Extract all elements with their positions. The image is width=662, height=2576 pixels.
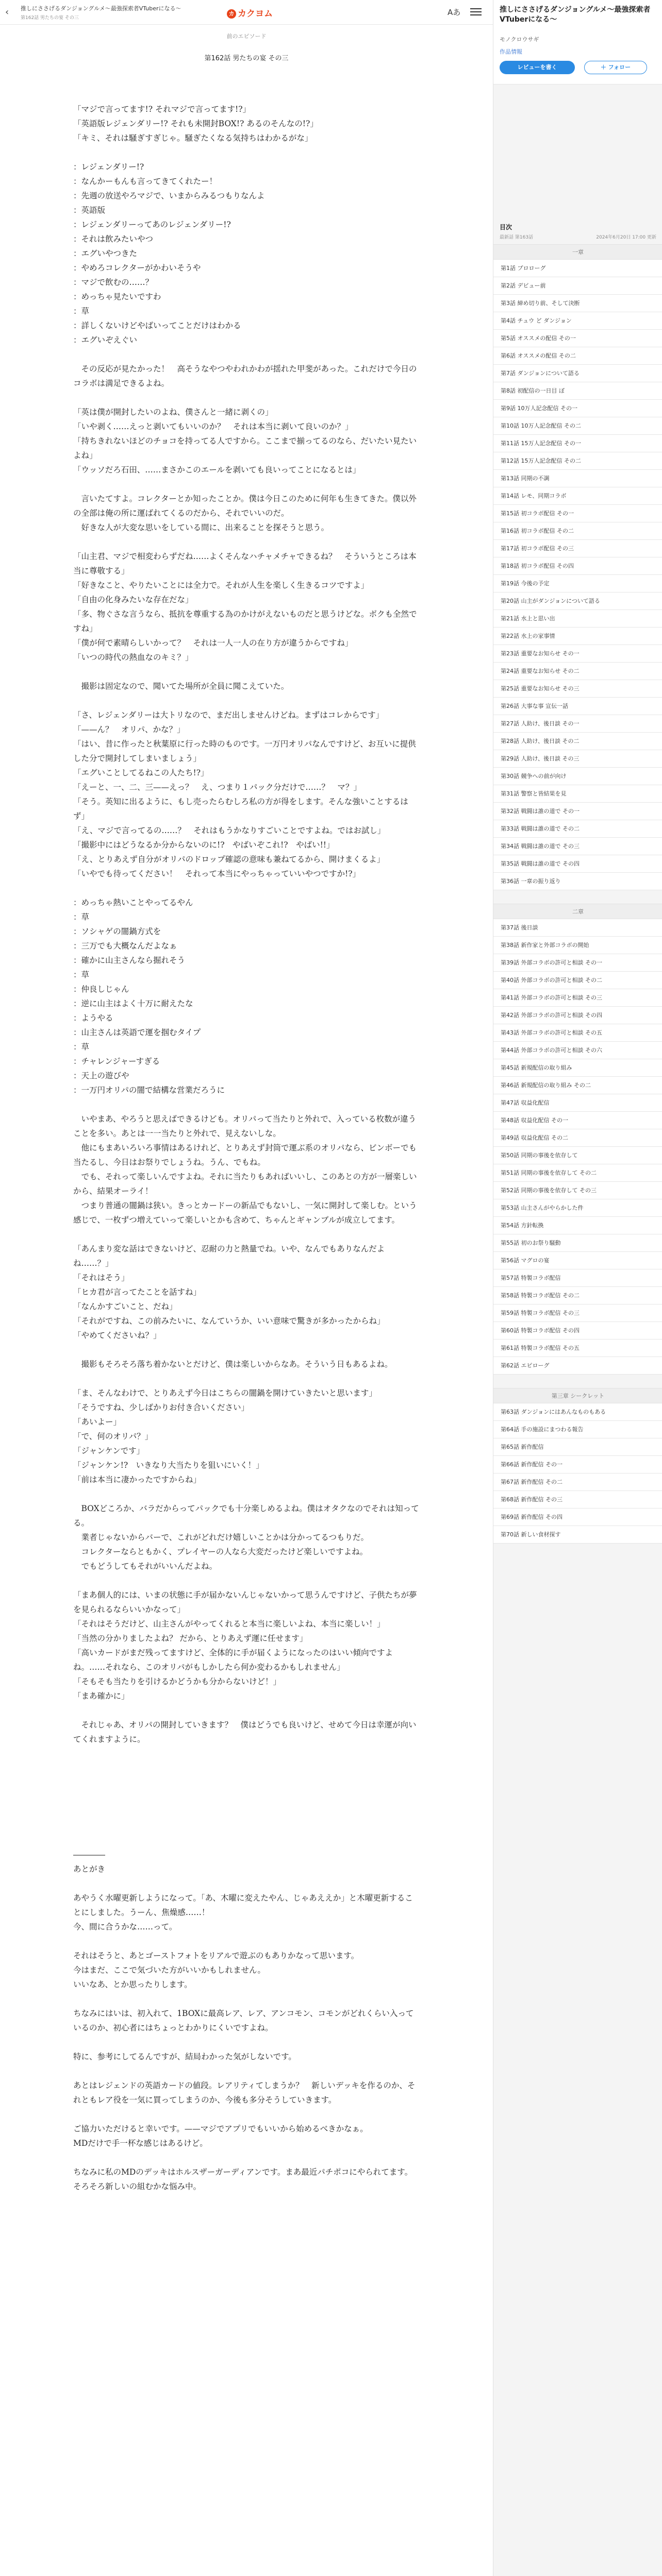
sidebar-author[interactable]: モノクロウサギ <box>500 36 539 43</box>
toc-episode-link[interactable]: 第48話 収益化配信 その一 <box>493 1112 662 1129</box>
body-paragraph: 「前は本当に凄かったですからね」 <box>73 1475 202 1484</box>
toc-episode-link[interactable]: 第44話 外部コラボの許可と相談 その六 <box>493 1042 662 1059</box>
toc-episode-link[interactable]: 第58話 特製コラボ配信 その二 <box>493 1287 662 1304</box>
toc-episode-link[interactable]: 第40話 外部コラボの許可と相談 その二 <box>493 972 662 989</box>
body-paragraph: 「ジャンケン!? いきなり大当たりを狙いにいく！」 <box>73 1461 264 1470</box>
body-paragraph: 「あんまり変な話はできないけど、忍耐の力と熱量でね。いや、なんでもありなんだよね……？」 <box>73 1244 385 1268</box>
work-info-link[interactable]: 作品情報 <box>500 48 522 55</box>
logo-text: カクヨム <box>238 9 273 19</box>
body-paragraph: ：詳しくないけどやばいってことだけはわかる <box>73 321 241 330</box>
body-paragraph: 「いつの時代の熱血なのキミ？」 <box>73 653 193 662</box>
body-paragraph: BOXどころか、バラだからってパックでも十分楽しめるよね。僕はオタクなのでそれは知ってる。 <box>73 1504 419 1528</box>
body-paragraph: 「やめてくださいね？」 <box>73 1331 161 1340</box>
body-paragraph <box>73 1992 420 2006</box>
toc-episode-link[interactable]: 第66話 新作配信 その一 <box>493 1456 662 1473</box>
menu-button[interactable] <box>468 6 484 19</box>
toc-updated: 2024年6月20日 17:00 更新 <box>596 235 656 240</box>
toc-heading: 目次 <box>500 224 512 231</box>
body-paragraph: ：めっちゃ熱いことやってるやん <box>73 898 193 907</box>
body-paragraph: ：確かに山主さんなら掘れそう <box>73 956 186 965</box>
body-paragraph: 「——ん？ オリパ、かな？」 <box>73 725 185 734</box>
follow-label: フォロー <box>608 64 631 71</box>
body-paragraph: つまり普通の闇鍋は狭い。きっとカードーの新品でもないし、一気に開封して楽しむ。という感じで、一枚ずつ増えていって楽しいとかも含めて、ちゃんとギャンブルが成立してます。 <box>73 1201 417 1225</box>
toc-episode-link[interactable]: 第14話 レモ、同期コラボ <box>493 487 662 505</box>
toc-episode-link[interactable]: 第16話 初コラボ配信 その二 <box>493 522 662 540</box>
body-paragraph <box>73 145 420 160</box>
body-paragraph: 「えーと、一、二、三——えっ？ え、つまり１パック分だけで……？ マ？」 <box>73 783 361 792</box>
body-paragraph: 「英は僕が開封したいのよね、僕さんと一緒に剥くの」 <box>73 408 273 417</box>
body-paragraph: コレクターならともかく、プレイヤーの人なら大変だったけど楽しいですよね。 <box>73 1547 368 1556</box>
body-paragraph: 言いたてすよ。コレクターとか知ったことか。僕は今日このために何年も生きてきた。僕以外の全部は俺の所に運ばれてくるのだから、それでいいのだ。 <box>73 494 417 518</box>
episode-nav-top <box>0 32 493 40</box>
sidebar-work-card <box>493 0 662 84</box>
body-paragraph <box>73 1775 420 1790</box>
body-paragraph: ご協力いただけると幸いです。——マジでアプリでもいいから始めるべきかなぁ。 <box>73 2124 368 2133</box>
body-paragraph: 「え、とりあえず自分がオリパのドロップ確認の意味も兼ねてるから、開けまくるよ」 <box>73 855 385 864</box>
body-paragraph: 撮影もそろそろ落ち着かないとだけど、僕は楽しいからなあ。そういう日もあるよね。 <box>73 1360 393 1369</box>
body-paragraph: ：仲良しじゃん <box>73 985 129 994</box>
body-paragraph <box>73 1934 420 1948</box>
body-paragraph: 今、間に合うかな……って。 <box>73 1922 177 1931</box>
toc-episode-link[interactable]: 第49話 収益化配信 その二 <box>493 1129 662 1147</box>
body-paragraph <box>73 2107 420 2122</box>
toc-list <box>493 244 662 1544</box>
body-paragraph: ：なんかーもんも言ってきてくれたー！ <box>73 177 218 186</box>
body-paragraph <box>73 1703 420 1718</box>
body-paragraph: 「高いカードがまだ残ってますけど、全体的に手が届くようになったのはいい傾向ですよね。……それなら、このオリパがもしかしたら何か変わるかもしれません」 <box>73 1648 393 1672</box>
body-paragraph <box>73 1833 420 1848</box>
toc-episode-link[interactable]: 第15話 初コラボ配信 その一 <box>493 505 662 522</box>
body-paragraph: いやまあ、やろうと思えばできるけども。オリパって当たりと外れで、入っている枚数が違うことを多い。あとは一一当たりと外れで、見えないしな。 <box>73 1114 417 1138</box>
body-paragraph: ：エグいやつきた <box>73 249 138 258</box>
body-paragraph: ：草 <box>73 307 90 316</box>
toc-episode-link[interactable]: 第6話 オススメの配信 その二 <box>493 347 662 365</box>
body-paragraph <box>73 693 420 708</box>
body-paragraph <box>73 1487 420 1501</box>
body-paragraph: 特に、参考にしてるんですが、結局わかった気がしないです。 <box>73 2052 296 2061</box>
body-paragraph <box>73 1790 420 1804</box>
toc-latest[interactable]: 最新話 第163話 <box>500 235 534 240</box>
episode-body <box>73 102 420 2194</box>
toc-episode-link[interactable]: 第26話 大事な事 宣伝一話 <box>493 698 662 715</box>
body-paragraph: ：やめろコレクターがかわいそうや <box>73 263 201 273</box>
body-paragraph: あとがき <box>73 1865 106 1874</box>
toc-episode-link[interactable]: 第47話 収益化配信 <box>493 1094 662 1112</box>
body-paragraph: ：ソシャゲの闇鍋方式を <box>73 927 161 936</box>
body-paragraph: ：三万でも大概なんだよなぁ <box>73 941 177 951</box>
body-paragraph: でも、それって楽しいんですよね。それに当たりもあればいいし、このあとの方が一層楽しいから、結果オーライ！ <box>73 1172 417 1196</box>
toc-episode-link[interactable]: 第63話 ダンジョンにはあんなものもある <box>493 1403 662 1421</box>
table-of-contents <box>493 216 662 1544</box>
toc-episode-link[interactable]: 第37話 後日談 <box>493 919 662 937</box>
toc-episode-link[interactable]: 第2話 デビュー前 <box>493 277 662 295</box>
body-paragraph: ：英語版 <box>73 206 106 215</box>
body-paragraph: 「あいよー」 <box>73 1417 122 1427</box>
toc-episode-link[interactable]: 第27話 人助け、後日談 その一 <box>493 715 662 733</box>
toc-episode-link[interactable]: 第5話 オススメの配信 その一 <box>493 330 662 347</box>
body-paragraph: 「英語版レジェンダリー!? それも未開封BOX!? あるのそんなの!?」 <box>73 119 318 128</box>
body-paragraph <box>73 1747 420 1761</box>
follow-button[interactable] <box>584 61 647 74</box>
toc-episode-link[interactable]: 第60話 特製コラボ配信 その四 <box>493 1322 662 1340</box>
toc-episode-link[interactable]: 第68話 新作配信 その三 <box>493 1491 662 1509</box>
body-paragraph: 「そう。英知に出るように、もし売ったらむしろ私の方が得をします。そんな強いことするはず」 <box>73 797 408 821</box>
toc-chapter-heading: 一章 <box>493 244 662 260</box>
font-size-button[interactable]: Aあ <box>448 8 461 17</box>
toc-episode-link[interactable]: 第38話 新作家と外部コラボの開始 <box>493 937 662 954</box>
body-paragraph: ちなみにはいは、初入れて、1BOXに最高レア、レア、アンコモン、コモンがどれくらい入っているのか、初心者にはちょっとわかりにくいですよね。 <box>73 2009 414 2032</box>
body-paragraph: ：天上の遊びや <box>73 1071 129 1080</box>
body-paragraph: 「自由の化身みたいな存在だな」 <box>73 595 193 604</box>
toc-chapter-heading: 二章 <box>493 904 662 919</box>
toc-episode-link[interactable]: 第32話 戦闘は誰の道で その一 <box>493 803 662 820</box>
body-paragraph: いいなあ、とか思ったりします。 <box>73 1980 192 1989</box>
body-paragraph: その反応が見たかった！ 高そうなやつやわれかわが揺れた甲斐があった。これだけで今日のコラボは満足できるよね。 <box>73 364 417 388</box>
body-paragraph: 「それはそうだけど、山主さんがやってくれると本当に楽しいよね、本当に楽しい！」 <box>73 1619 385 1629</box>
body-paragraph: ：先週の放送やろマジで、いまからみるつもりなんよ <box>73 191 265 200</box>
body-paragraph <box>73 2064 420 2078</box>
toc-episode-link[interactable]: 第8話 初配信の一日目 ぼ <box>493 382 662 400</box>
body-paragraph: ：マジで飲むの……？ <box>73 278 154 287</box>
body-paragraph: 「山主君、マジで相変わらずだね……よくそんなハチャメチャできるね？ そういうところは本当に尊敬する」 <box>73 552 417 575</box>
toc-episode-link[interactable]: 第25話 重要なお知らせ その三 <box>493 680 662 698</box>
toc-episode-link[interactable]: 第24話 重要なお知らせ その二 <box>493 663 662 680</box>
toc-episode-link[interactable]: 第61話 特製コラボ配信 その五 <box>493 1340 662 1357</box>
body-paragraph: ：一万円オリパの闇で結構な営業だろうに <box>73 1086 225 1095</box>
body-paragraph <box>73 535 420 549</box>
body-paragraph: 「それがですね、この前みたいに、なんていうか、いい意味で驚きが多かったからね」 <box>73 1316 385 1326</box>
body-paragraph: それはそうと、あとゴーストフォトをリアルで遊ぶのもありかなって思います。 <box>73 1951 359 1960</box>
sidebar <box>493 0 662 2576</box>
body-paragraph: 他にもまあいろいろ事情はあるけれど、とりあえず封筒で運ぶ系のオリパなら、ビンボーでも当たるし、今日はお祭りでしょうね。うん、でもね。 <box>73 1143 417 1167</box>
body-paragraph <box>73 2150 420 2165</box>
body-paragraph: 「当然の分かりましたよね？ だから、とりあえず運に任せます」 <box>73 1634 308 1643</box>
body-paragraph: 「いやでも待ってください！ それって本当にやっちゃっていいやつですか!?」 <box>73 869 361 878</box>
episode-title: 第162話 男たちの宴 その三 <box>204 55 289 62</box>
toc-episode-link[interactable]: 第36話 一章の振り返り <box>493 873 662 890</box>
body-paragraph: ：レジェンダリー!? <box>73 162 144 172</box>
body-paragraph: あとはレジェンドの英語カードの値段。レアリティてしまうか？ 新しいデッキを作るのか、それともレア役を一気に買ってしまうのか、今後も多分そうしていきます。 <box>73 2081 416 2105</box>
body-paragraph: それじゃあ、オリパの開封していきます？ 僕はどうでも良いけど、せめて今日は幸運が向いてくれますように。 <box>73 1720 417 1744</box>
body-paragraph <box>73 1819 420 1833</box>
body-paragraph <box>73 477 420 492</box>
logo-mark-icon: カ <box>227 9 236 19</box>
body-paragraph: 「で、何のオリパ？」 <box>73 1432 153 1441</box>
episode-main <box>0 25 493 2576</box>
body-paragraph: 「ま、そんなわけで、とりあえず今日はこちらの闇鍋を開けていきたいと思います」 <box>73 1388 377 1398</box>
toc-episode-link[interactable]: 第31話 警察と皆結果を見 <box>493 785 662 803</box>
toc-episode-link[interactable]: 第35話 戦闘は誰の道で その四 <box>493 855 662 873</box>
body-paragraph: 「そもそも当たりを引けるかどうかも分からないけど！」 <box>73 1677 282 1686</box>
body-paragraph: 「いや剥く……えっと剥いてもいいのか？ それは本当に剥いて良いのか？」 <box>73 422 353 431</box>
body-paragraph: でもどうしてもそれがいいんだよね。 <box>73 1562 218 1571</box>
body-paragraph: MDだけで手一杯な感じはあるけど。 <box>73 2139 208 2148</box>
body-paragraph: ：めっちゃ見たいですわ <box>73 292 161 301</box>
body-paragraph <box>73 1804 420 1819</box>
toc-episode-link[interactable]: 第29話 人助け、後日談 その三 <box>493 750 662 768</box>
body-paragraph: ：草 <box>73 1042 90 1052</box>
body-paragraph: ：逆に山主はよく十万に耐えたな <box>73 999 193 1008</box>
toc-episode-link[interactable]: 第30話 競争への前が向け <box>493 768 662 785</box>
toc-spacer <box>493 1375 662 1388</box>
body-paragraph: 「好きなこと、やりたいことには全力で。それが人生を楽しく生きるコツですよ」 <box>73 581 369 590</box>
body-paragraph: 「まあ確かに」 <box>73 1691 129 1701</box>
body-paragraph: 撮影は固定なので、聞いてた場所が全員に聞こえていた。 <box>73 682 289 691</box>
body-paragraph <box>73 1371 420 1386</box>
toc-episode-link[interactable]: 第21話 水上と思い出 <box>493 610 662 628</box>
toc-episode-link[interactable]: 第67話 新作配信 その二 <box>493 1473 662 1491</box>
body-paragraph: 「多、物ぐさな言うなら、抵抗を尊重する為のかけがえないものだと思うけどな。ボクも全然ですね」 <box>73 609 417 633</box>
body-paragraph: 「撮影中にはどうなるか分からないのに!? やばいぞこれ!? やばい!!」 <box>73 840 335 850</box>
toc-episode-link[interactable]: 第64話 手の施設にまつわる報告 <box>493 1421 662 1438</box>
toc-episode-link[interactable]: 第62話 エピローグ <box>493 1357 662 1375</box>
body-paragraph <box>73 665 420 679</box>
toc-meta <box>493 233 662 244</box>
body-paragraph: 「それはそう」 <box>73 1273 129 1282</box>
toc-episode-link[interactable]: 第45話 新規配信の取り組み <box>493 1059 662 1077</box>
body-paragraph: 「そうですね、少しばかりお付き合いください」 <box>73 1403 250 1412</box>
toc-episode-link[interactable]: 第7話 ダンジョンについて語る <box>493 365 662 382</box>
toc-episode-link[interactable]: 第34話 戦闘は誰の道で その三 <box>493 838 662 855</box>
toc-episode-link[interactable]: 第65話 新作配信 <box>493 1438 662 1456</box>
toc-episode-link[interactable]: 第57話 特製コラボ配信 <box>493 1269 662 1287</box>
toc-episode-link[interactable]: 第4話 チュウ ど ダンジョン <box>493 312 662 330</box>
sidebar-work-title[interactable]: 推しにささげるダンジョングルメ～最強探索者VTuberになる～ <box>500 6 651 24</box>
body-paragraph: あやうく水曜更新しようになって。「あ、木曜に変えたやん、じゃあええか」と木曜更新することにしました。うーん、焦燥感……！ <box>73 1893 413 1917</box>
toc-episode-link[interactable]: 第56話 マグロの宴 <box>493 1252 662 1269</box>
chevron-left-icon: ‹ <box>5 7 9 18</box>
body-paragraph: 「ウッソだろ石田、……まさかこのエールを剥いても良いってことになるとは」 <box>73 465 361 474</box>
toc-episode-link[interactable]: 第13話 同期の不調 <box>493 470 662 487</box>
body-paragraph: ：レジェンダリーってあのレジェンダリー!? <box>73 220 231 229</box>
toc-episode-link[interactable]: 第11話 15万人記念配信 その一 <box>493 435 662 452</box>
body-paragraph: 「僕が何で素晴らしいかって？ それは一人一人の在り方が違うからですね」 <box>73 638 353 648</box>
toc-episode-link[interactable]: 第50話 同期の事後を依存して <box>493 1147 662 1164</box>
toc-episode-link[interactable]: 第23話 重要なお知らせ その一 <box>493 645 662 663</box>
toc-episode-link[interactable]: 第70話 新しい食材探す <box>493 1526 662 1544</box>
body-paragraph: 業者じゃないからバーで、これがどれだけ嬉しいことかは分かってるつもりだ。 <box>73 1533 369 1542</box>
episode-subtitle: 第162話 男たちの宴 その三 <box>21 15 79 21</box>
toc-episode-link[interactable]: 第20話 山主がダンジョンについて語る <box>493 592 662 610</box>
toc-episode-link[interactable]: 第3話 締め切り前、そして決断 <box>493 295 662 312</box>
toc-episode-link[interactable]: 第53話 山主さんがやらかした件 <box>493 1199 662 1217</box>
hamburger-icon <box>468 8 484 15</box>
body-paragraph: 「さ、レジェンダリーは大トリなので、まだ出しませんけどね。まずはコレからです」 <box>73 710 384 720</box>
toc-episode-link[interactable]: 第46話 新規配信の取り組み その二 <box>493 1077 662 1094</box>
body-paragraph: ：草 <box>73 912 90 922</box>
body-paragraph: ―――― <box>73 1850 105 1859</box>
body-paragraph <box>73 1761 420 1775</box>
toc-episode-link[interactable]: 第28話 人助け、後日談 その二 <box>493 733 662 750</box>
body-paragraph: 「なんかすごいこと、だね」 <box>73 1302 177 1311</box>
toc-spacer <box>493 890 662 904</box>
toc-episode-link[interactable]: 第22話 水上の家事情 <box>493 628 662 645</box>
toc-episode-link[interactable]: 第55話 初のお祭り騒動 <box>493 1234 662 1252</box>
body-paragraph <box>73 1227 420 1242</box>
toc-episode-link[interactable]: 第43話 外部コラボの許可と相談 その五 <box>493 1024 662 1042</box>
body-paragraph <box>73 2035 420 2049</box>
write-review-button[interactable]: レビューを書く <box>500 61 575 74</box>
toc-episode-link[interactable]: 第12話 15万人記念配信 その二 <box>493 452 662 470</box>
toc-episode-link[interactable]: 第59話 特製コラボ配信 その三 <box>493 1304 662 1322</box>
toc-episode-link[interactable]: 第42話 外部コラボの許可と相談 その四 <box>493 1007 662 1024</box>
toc-chapter-heading: 第三章 シークレット <box>493 1388 662 1403</box>
body-paragraph <box>73 881 420 895</box>
body-paragraph: 「まあ個人的には、いまの状態に手が届かないんじゃないかって思うんですけど、子供たちが夢を見られるならいいかなって」 <box>73 1590 417 1614</box>
work-title-link[interactable]: 推しにささげるダンジョングルメ～最強探索者VTuberになる～ <box>21 5 181 12</box>
toc-episode-link[interactable]: 第41話 外部コラボの許可と相談 その三 <box>493 989 662 1007</box>
body-paragraph: ちなみに私のMDのデッキはホルスザーガーディアンです。まあ最近パチポコにやられてます。そろそろ新しいの組むかな悩み中。 <box>73 2167 413 2191</box>
toc-episode-link[interactable]: 第54話 方針転換 <box>493 1217 662 1234</box>
toc-episode-link[interactable]: 第1話 プロローグ <box>493 260 662 277</box>
body-paragraph: 「マジで言ってます!? それマジで言ってます!?」 <box>73 105 251 114</box>
site-logo[interactable] <box>227 6 273 19</box>
body-paragraph: 「ヒカ君が言ってたことを話すね」 <box>73 1287 202 1297</box>
toc-episode-link[interactable]: 第19話 今後の予定 <box>493 575 662 592</box>
back-button[interactable] <box>5 7 15 18</box>
body-paragraph: ：それは飲みたいやつ <box>73 234 154 244</box>
body-paragraph: ：草 <box>73 970 90 979</box>
body-paragraph: ：チャレンジャーすぎる <box>73 1057 160 1066</box>
toc-episode-link[interactable]: 第33話 戦闘は誰の道で その二 <box>493 820 662 838</box>
body-paragraph <box>73 1097 420 1112</box>
body-paragraph: 今はまだ、ここで気づいた方がいいかもしれません。 <box>73 1965 266 1975</box>
body-paragraph: 「持ちきれないほどのチョコを持ってる人ですから。ここまで揃ってるのなら、だいたい見たいよね」 <box>73 436 417 460</box>
toc-episode-link[interactable]: 第9話 10万人記念配信 その一 <box>493 400 662 417</box>
toc-episode-link[interactable]: 第39話 外部コラボの許可と相談 その一 <box>493 954 662 972</box>
toc-episode-link[interactable]: 第52話 同期の事後を依存して その三 <box>493 1182 662 1199</box>
toc-episode-link[interactable]: 第18話 初コラボ配信 その四 <box>493 557 662 575</box>
body-paragraph: 「ジャンケンです」 <box>73 1446 145 1455</box>
body-paragraph <box>73 391 420 405</box>
body-paragraph: 「エグいことしてるねこの人たち!?」 <box>73 768 209 777</box>
body-paragraph: 「え、マジで言ってるの……？ それはもうかなりすごいことですよね。ではお試し」 <box>73 826 386 835</box>
toc-episode-link[interactable]: 第10話 10万人記念配信 その二 <box>493 417 662 435</box>
body-paragraph: 好きな人が大変な思いをしている間に、出来ることを探そうと思う。 <box>73 523 329 532</box>
body-paragraph: ：エグいぞえぐい <box>73 335 138 345</box>
toc-episode-link[interactable]: 第69話 新作配信 その四 <box>493 1509 662 1526</box>
body-paragraph: ：ようやる <box>73 1013 113 1023</box>
body-paragraph: 「キミ、それは騒ぎすぎじゃ。騒ぎたくなる気持ちはわかるがな」 <box>73 133 313 143</box>
body-paragraph: ：山主さんは英語で運を掴むタイプ <box>73 1028 201 1037</box>
body-paragraph <box>73 347 420 362</box>
body-paragraph: 「はい、昔に作ったと秋葉原に行った時のものです。一万円オリパなんですけど、お互いに提供した分で開封してしまいましょう」 <box>73 739 416 763</box>
top-header <box>0 0 493 25</box>
prev-episode-link[interactable]: 前のエピソード <box>226 33 267 40</box>
body-paragraph <box>73 1573 420 1588</box>
body-paragraph <box>73 1876 420 1891</box>
toc-episode-link[interactable]: 第17話 初コラボ配信 その三 <box>493 540 662 557</box>
toc-episode-link[interactable]: 第51話 同期の事後を依存して その二 <box>493 1164 662 1182</box>
body-paragraph <box>73 1343 420 1357</box>
plus-icon: ＋ <box>600 64 608 71</box>
